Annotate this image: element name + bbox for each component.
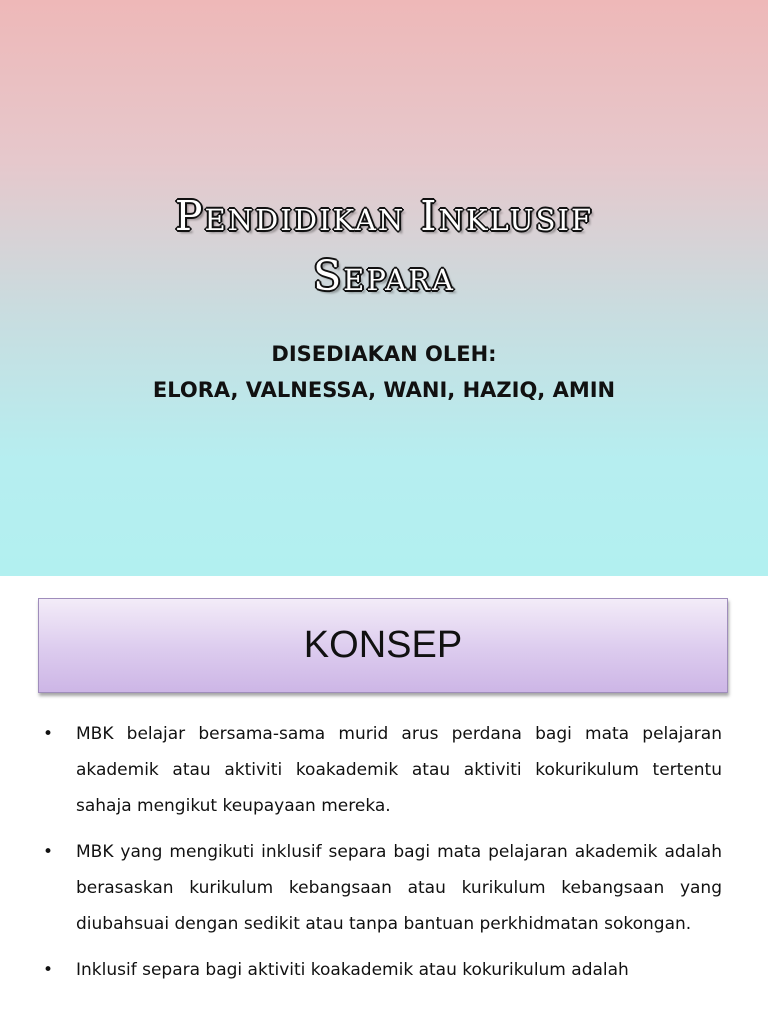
list-item: [40, 952, 722, 988]
heading-box: [38, 598, 728, 693]
list-item-text: MBK belajar bersama-sama murid arus perdana bagi mata pelajaran akademik atau aktiviti koakademik atau aktiviti kokurikulum tertentu sahaja mengikut keupayaan mereka.: [76, 724, 722, 816]
list-item: [40, 834, 722, 942]
concept-slide: [0, 576, 768, 1024]
prepared-by-label: DISEDIAKAN OLEH:: [271, 342, 497, 366]
slide-subtitle: [40, 336, 728, 408]
bullet-icon: •: [43, 842, 54, 862]
list-item: [40, 716, 722, 824]
bullet-icon: •: [43, 960, 54, 980]
bullet-list: [40, 716, 722, 998]
slide-title-line-1: Pendidikan Inklusif: [174, 192, 594, 240]
author-names: ELORA, VALNESSA, WANI, HAZIQ, AMIN: [152, 378, 616, 402]
list-item-text: Inklusif separa bagi aktiviti koakademik atau kokurikulum adalah: [76, 960, 629, 980]
bullet-icon: •: [43, 724, 54, 744]
concept-heading: KONSEP: [303, 624, 463, 666]
slide-title: [40, 186, 728, 306]
list-item-text: MBK yang mengikuti inklusif separa bagi mata pelajaran akademik adalah berasaskan kurikulum kebangsaan atau kurikulum kebangsaan yang diubahsuai dengan sedikit atau tanpa bantuan perkhidmatan sokongan.: [76, 842, 722, 934]
slide-title-line-2: Separa: [313, 252, 455, 300]
